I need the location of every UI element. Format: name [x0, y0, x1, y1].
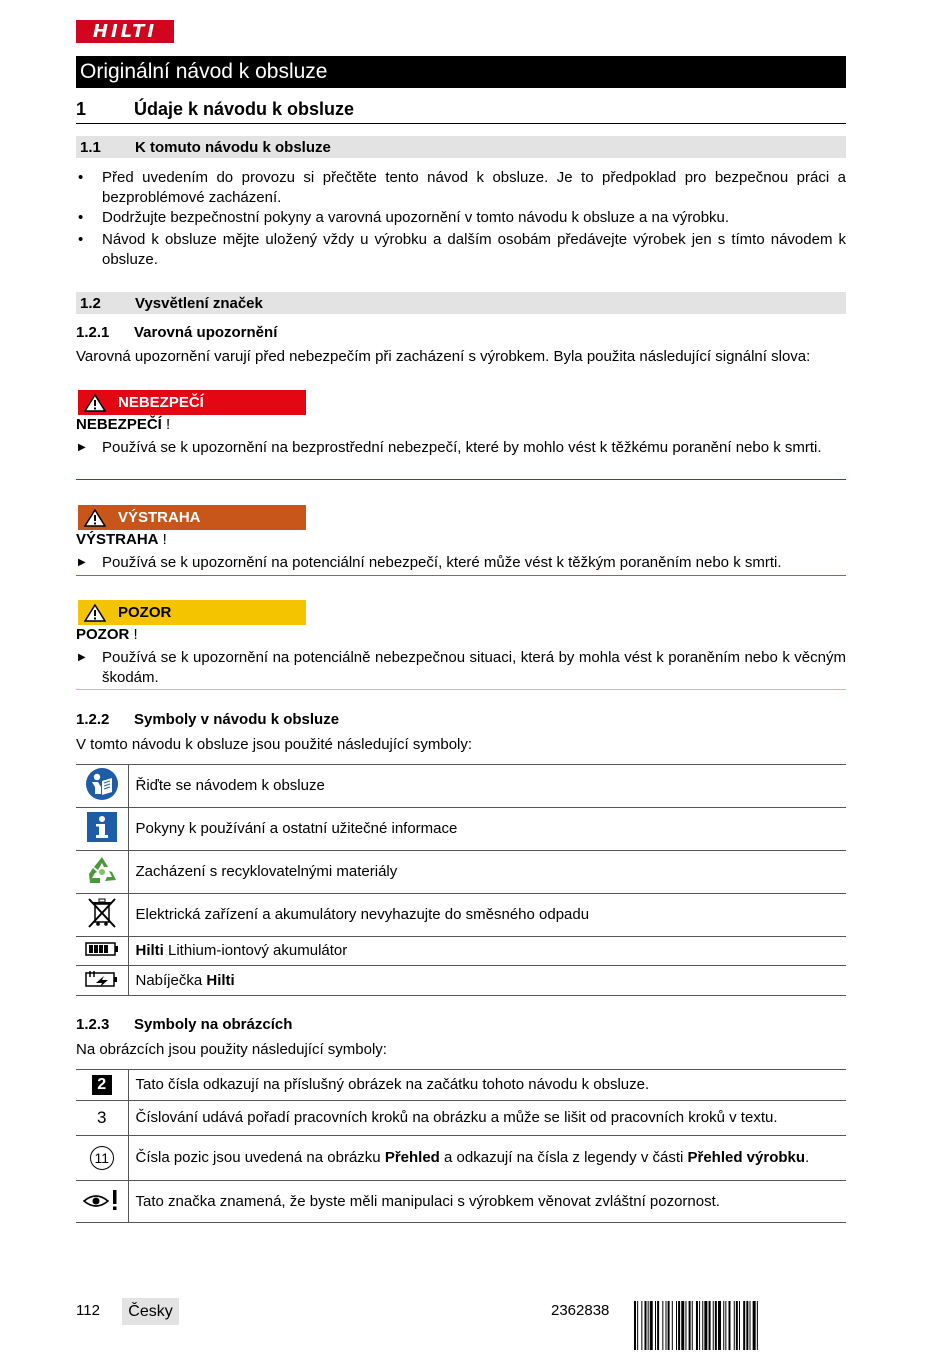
table-row — [76, 937, 846, 966]
crossed-bin-icon — [76, 894, 128, 937]
document-title: Originální návod k obsluze — [76, 56, 846, 88]
barcode-bar — [702, 1301, 703, 1350]
caution-signal-label: POZOR — [78, 600, 306, 625]
bullet-icon: • — [78, 231, 84, 248]
section-1-heading — [76, 96, 846, 124]
list-item: ▶ Používá se k upozornění na potenciální nebezpečí, které může vést k těžkým poraněním nebo k smrti. — [78, 554, 782, 571]
barcode-bar — [648, 1301, 649, 1350]
section-title: Údaje k návodu k obsluze — [134, 99, 355, 119]
intro-text: Na obrázcích jsou použity následující symboly: — [76, 1041, 387, 1058]
table-row — [76, 808, 846, 851]
barcode-bar — [743, 1301, 745, 1350]
barcode-bar — [718, 1301, 721, 1350]
barcode-bar — [746, 1301, 748, 1350]
barcode-bar — [676, 1301, 677, 1350]
table-row — [76, 1070, 846, 1101]
symbol-description: Číslování udává pořadí pracovních kroků na obrázku a může se lišit od pracovních kroků v textu. — [128, 1101, 846, 1136]
warning-triangle-icon — [84, 604, 106, 622]
barcode-bar — [668, 1301, 670, 1350]
step-number-icon: 3 — [76, 1101, 128, 1136]
symbol-description: Nabíječka Hilti — [128, 966, 846, 996]
barcode-bar — [637, 1301, 638, 1350]
barcode-bar — [692, 1301, 693, 1350]
barcode-bar — [641, 1301, 642, 1350]
barcode-bar — [645, 1301, 647, 1350]
signal-word: VÝSTRAHA ! — [76, 531, 167, 548]
list-item: • Před uvedením do provozu si přečtěte tento návod k obsluze. Je to předpoklad pro bezpečnou práci a bezproblémové zacházení. — [78, 169, 846, 206]
language-label: Česky — [122, 1298, 179, 1325]
barcode-bar — [696, 1301, 698, 1350]
barcode-bar — [753, 1301, 756, 1350]
section-title: Symboly v návodu k obsluze — [134, 711, 340, 728]
divider — [76, 479, 846, 480]
danger-signal-label: NEBEZPEČÍ — [78, 390, 306, 415]
info-icon — [76, 808, 128, 851]
barcode-bar — [678, 1301, 680, 1350]
section-title: Symboly na obrázcích — [134, 1016, 293, 1033]
barcode-bar — [709, 1301, 711, 1350]
table-row — [76, 851, 846, 894]
barcode-bar — [725, 1301, 726, 1350]
section-title: Varovná upozornění — [134, 324, 278, 341]
barcode-bar — [655, 1301, 656, 1350]
triangle-bullet-icon: ▶ — [78, 652, 86, 663]
barcode-bar — [685, 1301, 686, 1350]
warning-signal-label: VÝSTRAHA — [78, 505, 306, 530]
signal-word: NEBEZPEČÍ ! — [76, 416, 171, 433]
barcode-bar — [757, 1301, 758, 1350]
section-number: 1.2.1 — [76, 324, 110, 341]
section-number: 1.2.2 — [76, 711, 110, 728]
barcode-bar — [689, 1301, 691, 1350]
table-row — [76, 966, 846, 996]
symbol-description: Tato čísla odkazují na příslušný obrázek na začátku tohoto návodu k obsluze. — [128, 1070, 846, 1101]
barcode-bar — [734, 1301, 735, 1350]
barcode-bar — [723, 1301, 724, 1350]
barcode-bar — [650, 1301, 653, 1350]
symbol-description: Tato značka znamená, že byste měli manipulaci s výrobkem věnovat zvláštní pozornost. — [128, 1181, 846, 1223]
section-1-2-1-heading — [76, 324, 846, 341]
barcode-bar — [681, 1301, 684, 1350]
list-item: ▶ Používá se k upozornění na potenciálně nebezpečnou situaci, která by mohla vést k poraněním nebo k věcným škodám. — [78, 649, 846, 686]
manual-icon — [76, 765, 128, 808]
recycle-icon — [76, 851, 128, 894]
barcode-bar — [736, 1301, 738, 1350]
table-row — [76, 1136, 846, 1181]
barcode-bar — [704, 1301, 707, 1350]
intro-text: V tomto návodu k obsluze jsou použité následující symboly: — [76, 736, 473, 753]
symbol-description: Pokyny k používání a ostatní užitečné informace — [128, 808, 846, 851]
document-code: 2362838 — [551, 1302, 610, 1319]
section-number: 1.1 — [80, 138, 101, 156]
section-1-2-heading — [76, 292, 846, 314]
warning-triangle-icon — [84, 394, 106, 412]
charger-icon — [76, 966, 128, 996]
signal-word: POZOR ! — [76, 626, 138, 643]
battery-icon — [76, 937, 128, 966]
list-item: ▶ Používá se k upozornění na bezprostřední nebezpečí, které by mohlo vést k těžkému poranění nebo k smrti. — [78, 439, 822, 456]
section-1-1-heading — [76, 136, 846, 158]
divider — [76, 689, 846, 690]
barcode-bar — [715, 1301, 717, 1350]
table-row — [76, 1101, 846, 1136]
barcode-bar — [713, 1301, 714, 1350]
barcode-bar — [699, 1301, 700, 1350]
symbol-description: Hilti Lithium-iontový akumulátor — [128, 937, 846, 966]
table-row — [76, 894, 846, 937]
section-number: 1 — [76, 99, 87, 119]
table-row — [76, 765, 846, 808]
barcode-bar — [662, 1301, 663, 1350]
bullet-icon: • — [78, 169, 84, 186]
list-item: • Dodržujte bezpečnostní pokyny a varovná upozornění v tomto návodu k obsluze a na výrobku. — [78, 209, 730, 226]
eye-attention-icon — [76, 1181, 128, 1223]
warning-triangle-icon — [84, 509, 106, 527]
section-1-2-3-heading — [76, 1016, 846, 1033]
symbol-description: Zacházení s recyklovatelnými materiály — [128, 851, 846, 894]
triangle-bullet-icon: ▶ — [78, 442, 86, 453]
symbol-description: Čísla pozic jsou uvedená na obrázku Přehled a odkazují na čísla z legendy v části Přehled výrobku. — [128, 1136, 846, 1181]
bullet-icon: • — [78, 209, 84, 226]
section-1-2-2-heading — [76, 711, 846, 728]
position-number-icon: 11 — [76, 1136, 128, 1181]
divider — [76, 575, 846, 576]
section-number: 1.2 — [80, 294, 101, 312]
triangle-bullet-icon: ▶ — [78, 557, 86, 568]
barcode-bar — [739, 1301, 740, 1350]
barcode-bar — [634, 1301, 636, 1350]
barcode-bar — [672, 1301, 673, 1350]
section-number: 1.2.3 — [76, 1016, 110, 1033]
hilti-logo: HILTI — [76, 20, 174, 43]
intro-text: Varovná upozornění varují před nebezpečím při zacházení s výrobkem. Byla použita následující signální slova: — [76, 348, 811, 365]
symbol-description: Řiďte se návodem k obsluze — [128, 765, 846, 808]
barcode-bar — [666, 1301, 667, 1350]
barcode-bar — [750, 1301, 751, 1350]
section-title: Vysvětlení značek — [135, 294, 263, 312]
figure-number-icon: 2 — [76, 1070, 128, 1101]
barcode — [634, 1301, 846, 1350]
symbol-description: Elektrická zařízení a akumulátory nevyhazujte do směsného odpadu — [128, 894, 846, 937]
figure-symbols-table — [76, 1069, 846, 1223]
barcode-bar — [729, 1301, 731, 1350]
list-item: • Návod k obsluze mějte uložený vždy u výrobku a dalším osobám předávejte výrobek jen s tímto návodem k obsluze. — [78, 231, 846, 268]
page-number: 112 — [76, 1302, 100, 1319]
table-row — [76, 1181, 846, 1223]
section-title: K tomuto návodu k obsluze — [135, 138, 331, 156]
symbols-table — [76, 764, 846, 996]
barcode-bar — [657, 1301, 659, 1350]
